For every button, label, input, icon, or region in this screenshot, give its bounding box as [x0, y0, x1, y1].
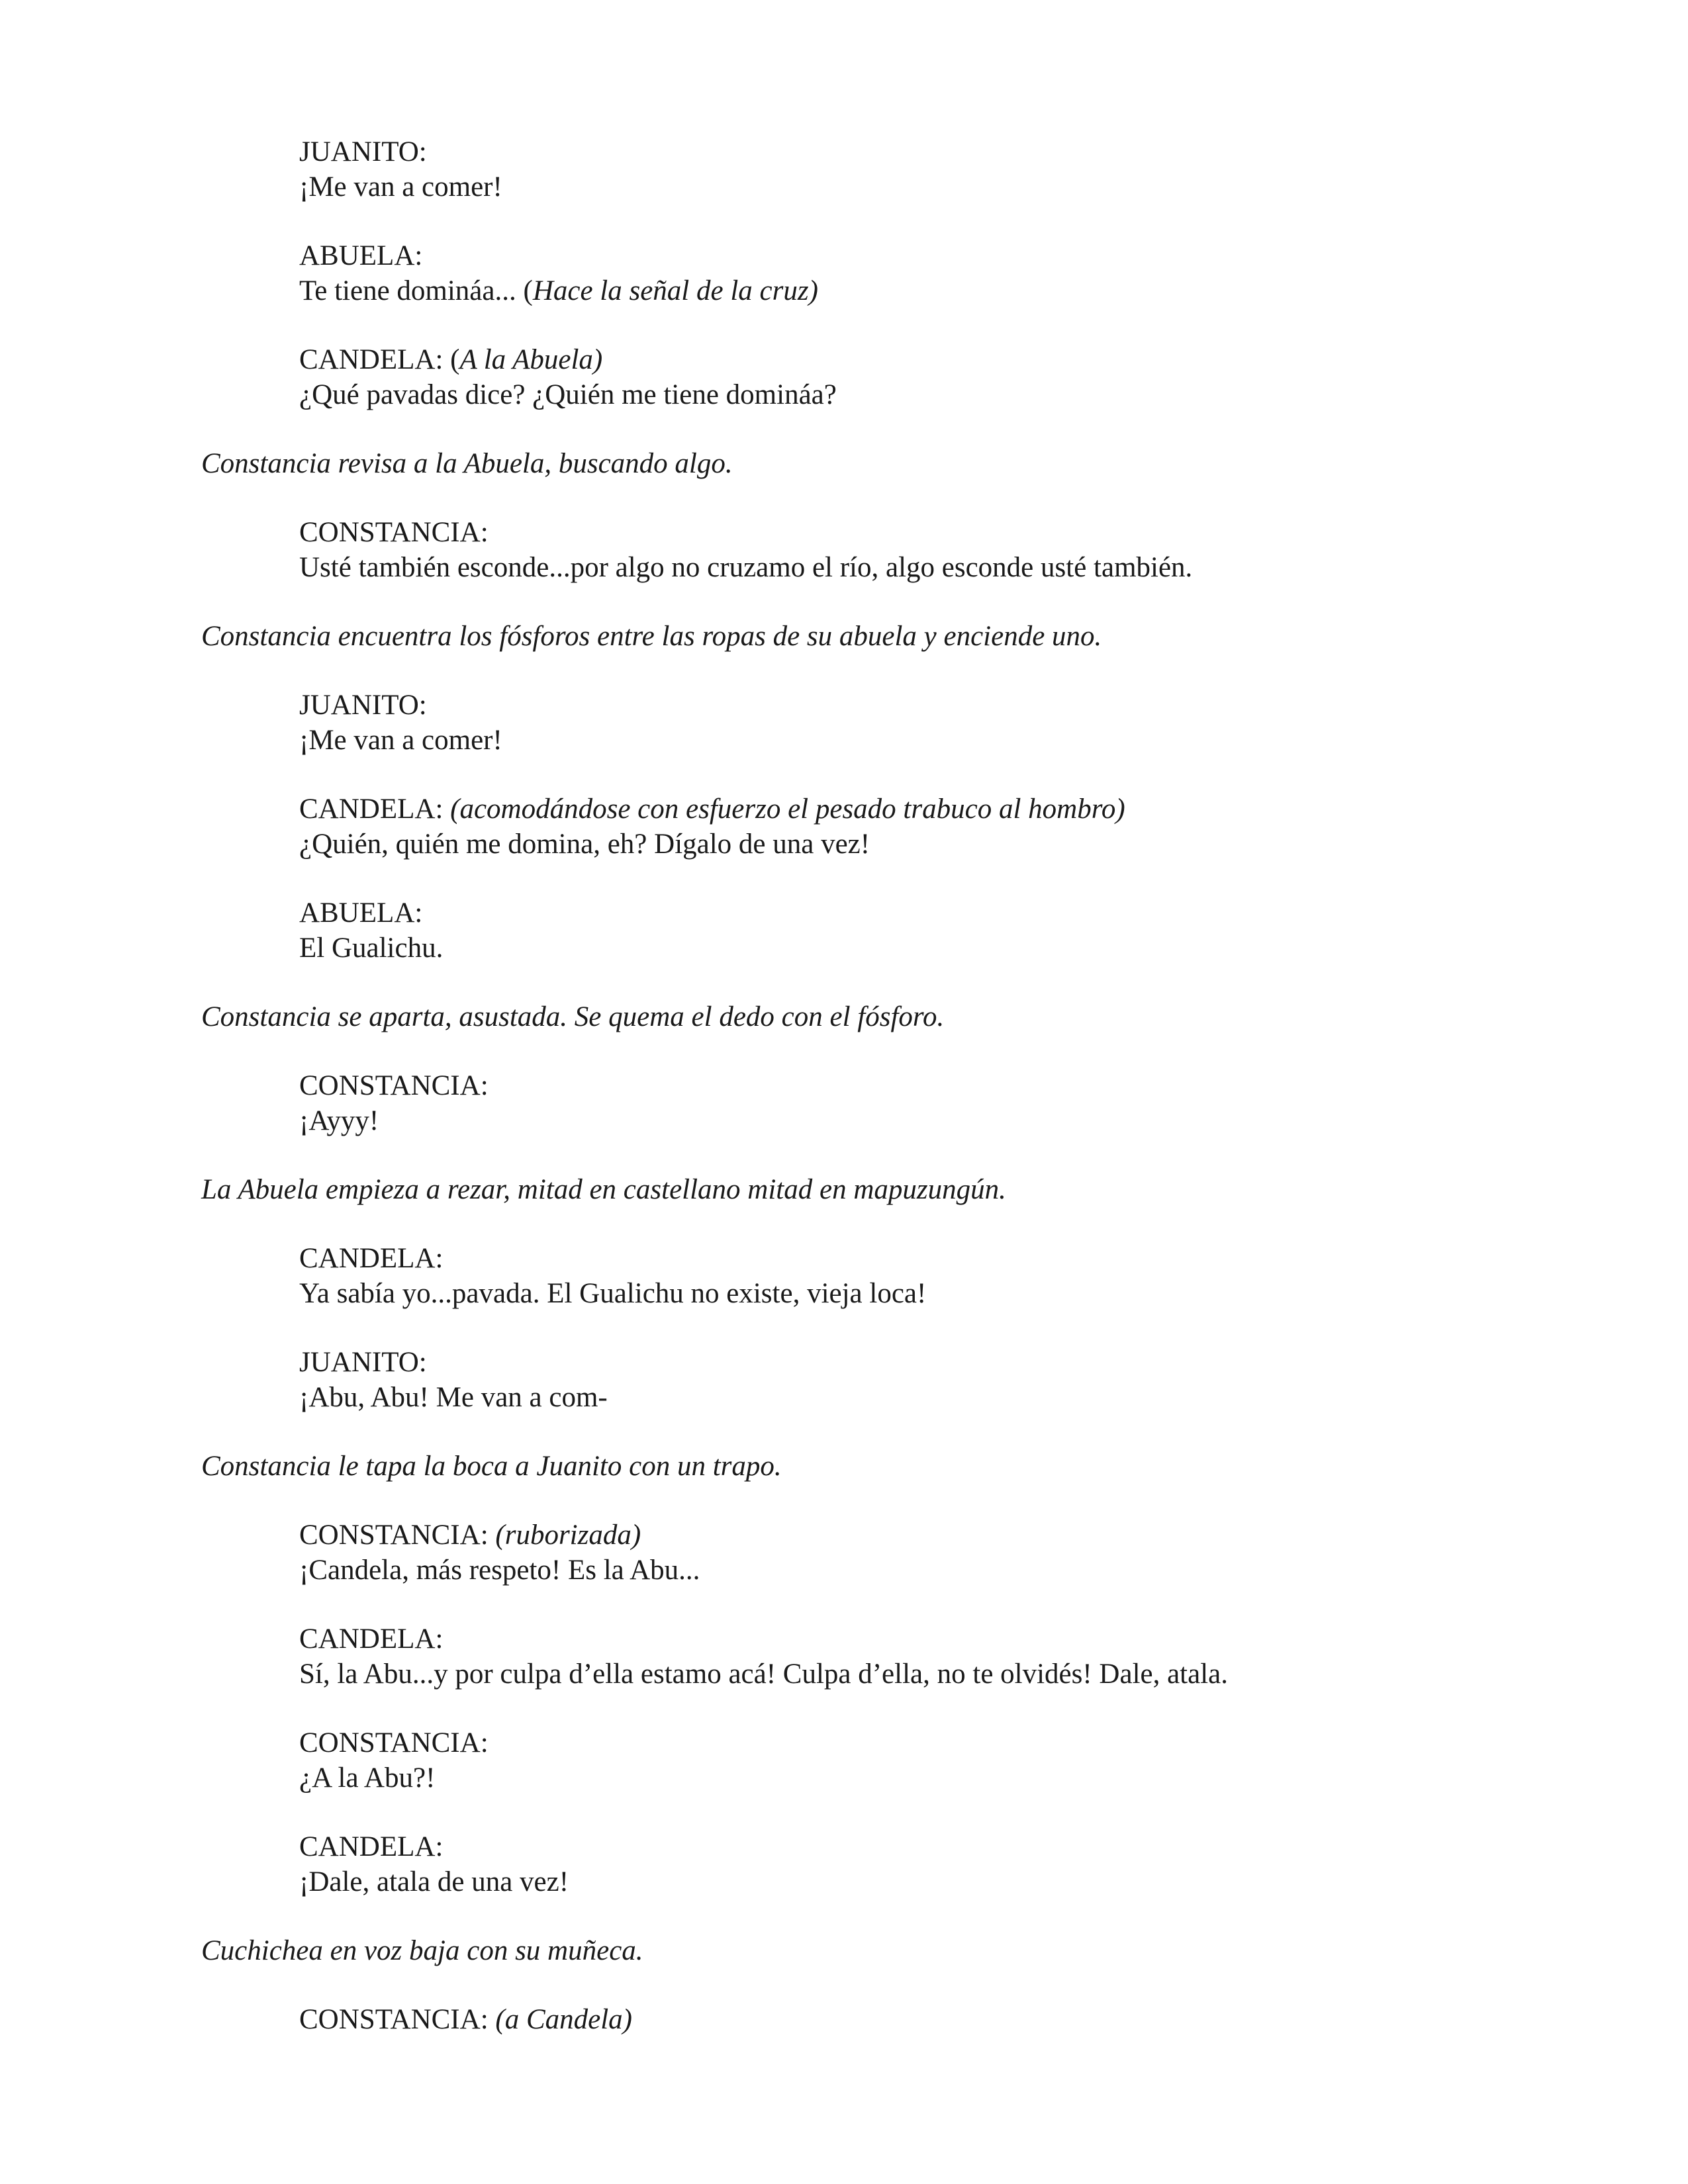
dialogue-line: ¿Quién, quién me domina, eh? Dígalo de una vez!: [299, 829, 870, 860]
character-name-text: CONSTANCIA: [299, 517, 481, 548]
dialogue-line: ¡Me van a comer!: [299, 725, 502, 756]
dialogue-line: El Gualichu.: [299, 933, 444, 964]
character-name: CANDELA: (acomodándose con esfuerzo el pesado trabuco al hombro): [299, 794, 1125, 825]
character-name: JUANITO:: [299, 690, 427, 721]
character-name-text: CANDELA: [299, 794, 436, 825]
character-name: CANDELA:: [299, 1243, 444, 1274]
parenthetical: (ruborizada): [495, 1520, 641, 1551]
dialogue-line: [299, 274, 818, 308]
character-name: CANDELA:: [299, 1831, 444, 1862]
character-name-text: CANDELA: [299, 1831, 436, 1862]
dialogue-text: Te tiene domináa... (: [299, 275, 533, 306]
dialogue-line: Sí, la Abu...y por culpa d’ella estamo acá! Culpa d’ella, no te olvidés! Dale, atala.: [299, 1659, 1229, 1690]
dialogue-line: ¡Dale, atala de una vez!: [299, 1866, 569, 1897]
dialogue-line: ¡Ayyy!: [299, 1105, 379, 1136]
dialogue-line: ¡Me van a comer!: [299, 171, 502, 203]
paren-open: (: [443, 344, 460, 375]
dialogue-line: ¡Candela, más respeto! Es la Abu...: [299, 1555, 700, 1586]
dialogue-line: ¿A la Abu?!: [299, 1762, 436, 1794]
character-name-text: CONSTANCIA: [299, 1727, 481, 1758]
character-name-text: JUANITO: [299, 136, 419, 167]
character-name: CONSTANCIA:: [299, 1070, 489, 1101]
dialogue-line: ¡Abu, Abu! Me van a com-: [299, 1382, 608, 1413]
parenthetical: A la Abuela): [459, 344, 603, 375]
character-name-text: ABUELA: [299, 240, 415, 271]
character-name: CONSTANCIA:: [299, 517, 489, 548]
character-name: CANDELA: (A la Abuela): [299, 344, 603, 375]
parenthetical: (a Candela): [495, 2004, 632, 2035]
character-name: CANDELA:: [299, 1623, 444, 1655]
character-name-text: CONSTANCIA: [299, 1070, 481, 1101]
character-name-text: CANDELA: [299, 1243, 436, 1274]
parenthetical: (acomodándose con esfuerzo el pesado trabuco al hombro): [450, 794, 1125, 825]
stage-direction: Constancia revisa a la Abuela, buscando algo.: [201, 448, 733, 479]
character-name: CONSTANCIA: (ruborizada): [299, 1520, 641, 1551]
character-name: JUANITO:: [299, 136, 427, 167]
character-name: JUANITO:: [299, 1347, 427, 1378]
character-name-text: JUANITO: [299, 1347, 419, 1378]
character-name: CONSTANCIA: (a Candela): [299, 2004, 632, 2035]
character-name: ABUELA:: [299, 240, 423, 271]
stage-direction: Cuchichea en voz baja con su muñeca.: [201, 1935, 643, 1966]
stage-direction: Constancia le tapa la boca a Juanito con un trapo.: [201, 1451, 782, 1482]
stage-direction: La Abuela empieza a rezar, mitad en castellano mitad en mapuzungún.: [201, 1174, 1006, 1205]
character-name-text: JUANITO: [299, 690, 419, 721]
character-name-text: CANDELA: [299, 344, 436, 375]
dialogue-line: Ya sabía yo...pavada. El Gualichu no existe, vieja loca!: [299, 1278, 927, 1309]
parenthetical: Hace la señal de la cruz): [532, 275, 818, 306]
character-name-text: CONSTANCIA: [299, 1520, 481, 1551]
character-name: ABUELA:: [299, 897, 423, 929]
character-name: CONSTANCIA:: [299, 1727, 489, 1758]
character-name-text: ABUELA: [299, 897, 415, 929]
character-name-text: CONSTANCIA: [299, 2004, 481, 2035]
stage-direction: Constancia encuentra los fósforos entre las ropas de su abuela y enciende uno.: [201, 621, 1102, 652]
dialogue-line: ¿Qué pavadas dice? ¿Quién me tiene domináa?: [299, 379, 837, 410]
character-name-text: CANDELA: [299, 1623, 436, 1655]
stage-direction: Constancia se aparta, asustada. Se quema el dedo con el fósforo.: [201, 1001, 945, 1032]
dialogue-line: Usté también esconde...por algo no cruzamo el río, algo esconde usté también.: [299, 552, 1193, 583]
